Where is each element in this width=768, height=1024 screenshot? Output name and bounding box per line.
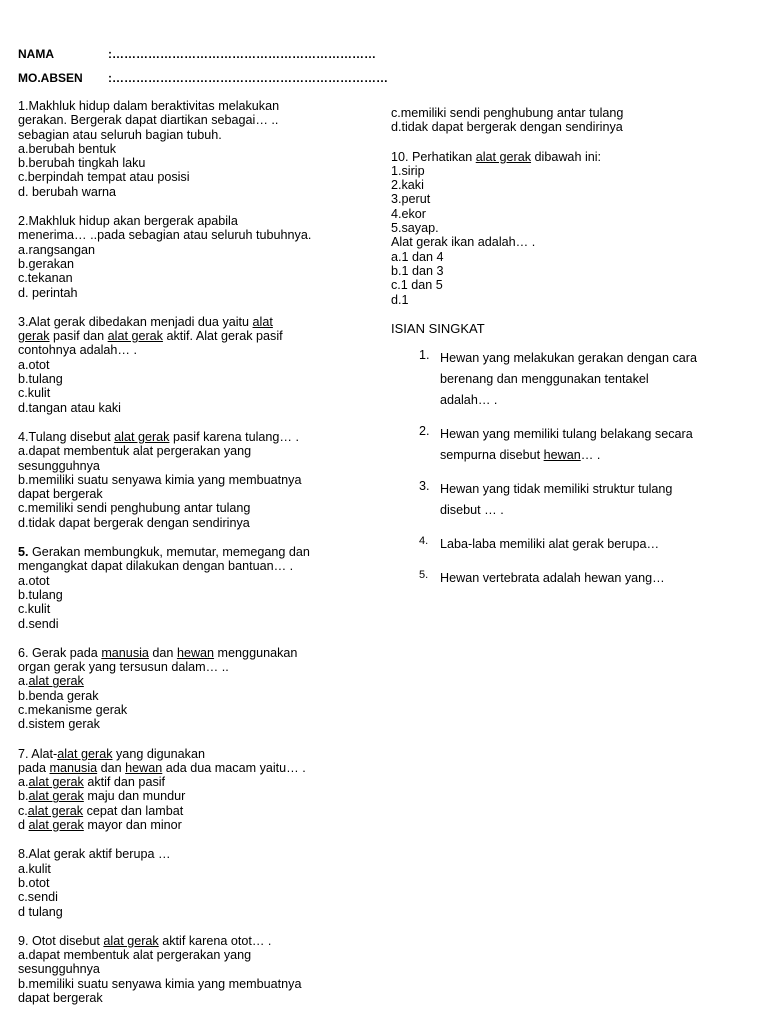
text-run: dan xyxy=(148,645,177,660)
question-text xyxy=(18,315,378,329)
right-column xyxy=(391,106,751,602)
text-run: yang digunakan xyxy=(112,746,205,761)
question-text: organ gerak yang tersusun dalam… .. xyxy=(18,660,229,675)
question-text: mengangkat dapat dilakukan dengan bantuan… . xyxy=(18,559,294,574)
question-number: 5. xyxy=(18,545,29,560)
option: c.mekanisme gerak xyxy=(18,702,128,717)
item-text: Hewan yang tidak memiliki struktur tulang xyxy=(440,482,673,497)
left-column xyxy=(18,99,378,1020)
text-run: 7. Alat- xyxy=(18,746,58,761)
question-text: 2.Makhluk hidup akan bergerak apabila xyxy=(18,214,238,229)
option: c.memiliki sendi penghubung antar tulang xyxy=(391,106,624,120)
short-answer-4 xyxy=(391,534,751,555)
underlined-term: alat gerak xyxy=(475,149,532,164)
option: sesungguhnya xyxy=(18,458,100,473)
option: b.memiliki suatu senyawa kimia yang membuatnya xyxy=(18,976,302,991)
underlined-term: alat gerak xyxy=(28,789,84,804)
underlined-term: alat gerak xyxy=(28,818,84,833)
option: b.1 dan 3 xyxy=(391,263,444,278)
question-5 xyxy=(18,545,378,631)
item-text: adalah… . xyxy=(440,393,498,408)
item-text xyxy=(440,445,751,466)
item-text: berenang dan menggunakan tentakel xyxy=(440,372,649,387)
option xyxy=(18,775,378,789)
option: a.rangsangan xyxy=(18,242,96,257)
option: d.tidak dapat bergerak dengan sendirinya xyxy=(18,515,250,530)
text-run: pasif karena tulang… . xyxy=(169,429,299,444)
underlined-term: alat gerak xyxy=(28,775,84,790)
option: b.benda gerak xyxy=(18,688,99,703)
name-label: NAMA xyxy=(18,47,54,61)
text-run: … . xyxy=(580,448,601,463)
question-text: sebagian atau seluruh bagian tubuh. xyxy=(18,127,222,142)
section-title: ISIAN SINGKAT xyxy=(391,320,485,336)
list-item: 1.sirip xyxy=(391,163,425,178)
list-item: 2.kaki xyxy=(391,178,424,193)
question-2 xyxy=(18,214,378,300)
short-answer-5 xyxy=(391,568,751,589)
item-text: disebut … . xyxy=(440,503,504,518)
underlined-term: manusia xyxy=(49,760,98,775)
underlined-term: alat gerak xyxy=(28,674,84,689)
question-4 xyxy=(18,430,378,530)
option: b.memiliki suatu senyawa kimia yang membuatnya xyxy=(18,472,302,487)
option: a.berubah bentuk xyxy=(18,141,117,156)
option: b.berubah tingkah laku xyxy=(18,156,146,171)
question-9-continued xyxy=(391,106,751,135)
question-10 xyxy=(391,150,751,307)
option: d.tidak dapat bergerak dengan sendirinya xyxy=(391,120,623,135)
option: a.dapat membentuk alat pergerakan yang xyxy=(18,948,252,963)
question-text: Alat gerak ikan adalah… . xyxy=(391,235,536,250)
option: d.sistem gerak xyxy=(18,717,100,732)
question-text xyxy=(18,934,378,948)
question-3 xyxy=(18,315,378,415)
underlined-term: alat xyxy=(252,314,273,329)
text-run: maju dan mundur xyxy=(83,789,186,804)
question-text xyxy=(18,646,378,660)
item-number: 3. xyxy=(419,479,430,494)
text-run: pada xyxy=(18,760,50,775)
question-8 xyxy=(18,847,378,918)
option: a.otot xyxy=(18,573,50,588)
question-9 xyxy=(18,934,378,1005)
option: a.1 dan 4 xyxy=(391,249,444,264)
text-run: d xyxy=(18,818,29,833)
question-text xyxy=(18,545,378,559)
short-answer-list xyxy=(391,348,751,589)
text-run: c. xyxy=(18,803,28,818)
text-run: menggunakan xyxy=(214,645,298,660)
option: c.kulit xyxy=(18,386,51,401)
absen-label: MO.ABSEN xyxy=(18,71,83,85)
underlined-term: alat gerak xyxy=(57,746,113,761)
question-text xyxy=(18,430,378,444)
question-text: 8.Alat gerak aktif berupa … xyxy=(18,847,171,862)
question-6 xyxy=(18,646,378,732)
question-text xyxy=(18,747,378,761)
text-run: a. xyxy=(18,775,29,790)
item-number: 4. xyxy=(419,535,429,548)
text-run: 9. Otot disebut xyxy=(18,933,104,948)
option xyxy=(18,674,378,688)
underlined-term: hewan xyxy=(543,448,581,463)
option xyxy=(18,818,378,832)
option: a.dapat membentuk alat pergerakan yang xyxy=(18,444,252,459)
item-text: Hewan yang melakukan gerakan dengan cara xyxy=(440,351,697,366)
text-run: aktif karena otot… . xyxy=(158,933,272,948)
option: a.kulit xyxy=(18,861,51,876)
option: c.1 dan 5 xyxy=(391,278,443,293)
option xyxy=(18,804,378,818)
underlined-term: hewan xyxy=(125,760,163,775)
text-run: cepat dan lambat xyxy=(83,803,184,818)
text-run: 6. Gerak pada xyxy=(18,645,102,660)
question-text xyxy=(18,761,378,775)
option: b.otot xyxy=(18,875,50,890)
text-run: mayor dan minor xyxy=(83,818,182,833)
option: d tulang xyxy=(18,904,63,919)
text-run: Gerakan membungkuk, memutar, memegang dan xyxy=(28,545,310,560)
text-run: dibawah ini: xyxy=(531,149,602,164)
text-run: dan xyxy=(97,760,126,775)
option xyxy=(18,789,378,803)
item-text: Laba-laba memiliki alat gerak berupa… xyxy=(440,537,660,552)
question-text: 1.Makhluk hidup dalam beraktivitas melakukan xyxy=(18,99,280,113)
name-blank: :………………………………………………………… xyxy=(108,47,376,61)
option: b.gerakan xyxy=(18,256,75,271)
text-run: 10. Perhatikan xyxy=(391,149,476,164)
question-text: menerima… ..pada sebagian atau seluruh tubuhnya. xyxy=(18,228,312,243)
underlined-term: hewan xyxy=(176,645,215,660)
item-number: 5. xyxy=(419,569,429,582)
option: d.1 xyxy=(391,292,409,307)
text-run: a. xyxy=(18,674,29,689)
question-7 xyxy=(18,747,378,833)
short-answer-3 xyxy=(391,479,751,521)
item-text: Hewan vertebrata adalah hewan yang… xyxy=(440,571,665,586)
item-number: 1. xyxy=(419,348,430,363)
option: d. perintah xyxy=(18,285,78,300)
question-text: contohnya adalah… . xyxy=(18,343,138,358)
list-item: 3.perut xyxy=(391,192,431,207)
option: b.tulang xyxy=(18,587,63,602)
text-run: ada dua macam yaitu… . xyxy=(162,760,306,775)
underlined-term: alat gerak xyxy=(103,933,159,948)
underlined-term: alat gerak xyxy=(107,329,163,344)
option: d.tangan atau kaki xyxy=(18,400,121,415)
option: b.tulang xyxy=(18,372,63,387)
text-run: pasif dan xyxy=(49,329,108,344)
text-run: aktif dan pasif xyxy=(83,775,166,790)
option: dapat bergerak xyxy=(18,991,103,1006)
text-run: sempurna disebut xyxy=(440,448,544,463)
item-number: 2. xyxy=(419,424,430,439)
underlined-term: alat gerak xyxy=(114,429,170,444)
question-text xyxy=(391,150,751,164)
list-item: 4.ekor xyxy=(391,206,427,221)
option: sesungguhnya xyxy=(18,962,100,977)
text-run: aktif. Alat gerak pasif xyxy=(162,329,283,344)
option: c.sendi xyxy=(18,890,58,905)
text-run: b. xyxy=(18,789,29,804)
short-answer-2 xyxy=(391,424,751,466)
underlined-term: gerak xyxy=(18,329,50,344)
option: dapat bergerak xyxy=(18,487,103,502)
text-run: 3.Alat gerak dibedakan menjadi dua yaitu xyxy=(18,314,253,329)
underlined-term: manusia xyxy=(101,645,149,660)
option: c.tekanan xyxy=(18,271,73,286)
option: c.kulit xyxy=(18,602,51,617)
absen-blank: :…………………………………………………………… xyxy=(108,71,388,85)
option: d.sendi xyxy=(18,616,59,631)
option: a.otot xyxy=(18,357,50,372)
question-text xyxy=(18,329,378,343)
question-text: gerakan. Bergerak dapat diartikan sebagai… .. xyxy=(18,113,279,128)
item-text: Hewan yang memiliki tulang belakang secara xyxy=(440,427,693,442)
option: d. berubah warna xyxy=(18,184,117,199)
option: c.berpindah tempat atau posisi xyxy=(18,170,190,185)
question-1 xyxy=(18,99,378,199)
option: c.memiliki sendi penghubung antar tulang xyxy=(18,501,251,516)
short-answer-1 xyxy=(391,348,751,411)
text-run: 4.Tulang disebut xyxy=(18,429,115,444)
list-item: 5.sayap. xyxy=(391,221,439,236)
underlined-term: alat gerak xyxy=(27,803,84,818)
